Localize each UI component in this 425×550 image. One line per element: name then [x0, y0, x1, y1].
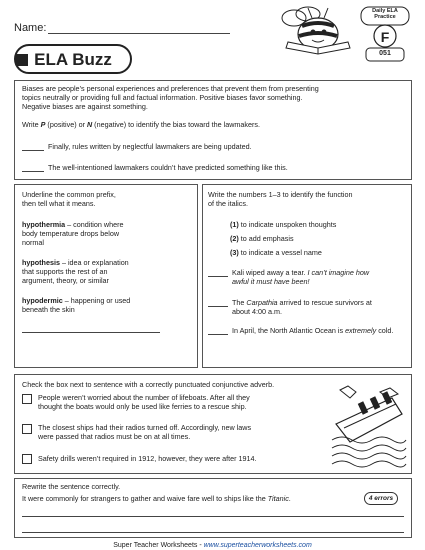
prefix-instr-1: Underline the common prefix, [22, 190, 116, 199]
bias-item-1: Finally, rules written by neglectful lawmakers are being updated. [48, 142, 252, 151]
footer-url[interactable]: www.superteacherworksheets.com [203, 542, 312, 549]
conj-option-1: People weren’t worried about the number of lifeboats. After all they [38, 393, 250, 402]
name-field[interactable] [48, 33, 230, 34]
bias-intro-3: Negative biases are against something. [22, 102, 148, 111]
prefix-word-2: hypothesis – idea or explanation [22, 258, 129, 267]
conj-option-1-l2: thought the boats would only be used like ferries to a rescue ship. [38, 402, 247, 411]
bias-intro-2: topics neutrally or providing full and factual information. Positive biases favor something. [22, 93, 303, 102]
conj-option-3: Safety drills weren’t required in 1912, however, they were after 1914. [38, 454, 257, 463]
italics-key-2: (2) to add emphasis [230, 234, 294, 243]
bias-answer-2[interactable] [22, 171, 44, 172]
bias-intro-1: Biases are people’s personal experiences and preferences that prevent them from presenting [22, 84, 319, 93]
italics-item-1-l2: awful it must have been! [232, 277, 310, 286]
rewrite-instructions: Rewrite the sentence correctly. [22, 482, 121, 491]
page-title: ELA Buzz [34, 50, 112, 69]
prefix-word-2-l3: argument, theory, or similar [22, 276, 109, 285]
italics-key-3: (3) to indicate a vessel name [230, 248, 322, 257]
italics-item-2-l2: about 4:00 a.m. [232, 307, 282, 316]
prefix-word-1: hypothermia – condition where [22, 220, 124, 229]
italics-answer-2[interactable] [208, 306, 228, 307]
rewrite-answer-line-1[interactable] [22, 516, 404, 517]
italics-instr-1: Write the numbers 1–3 to identify the function [208, 190, 353, 199]
conj-checkbox-1[interactable] [22, 394, 32, 404]
conj-checkbox-3[interactable] [22, 454, 32, 464]
rewrite-answer-line-2[interactable] [22, 532, 404, 533]
prefix-word-3-l2: beneath the skin [22, 305, 75, 314]
errors-badge: 4 errors [364, 492, 398, 505]
prefix-word-1-l3: normal [22, 238, 44, 247]
sinking-ship-icon [330, 384, 408, 470]
italics-item-2: The Carpathia arrived to rescue survivors at [232, 298, 372, 307]
italics-item-3: In April, the North Atlantic Ocean is extremely cold. [232, 326, 394, 335]
italics-key-1: (1) to indicate unspoken thoughts [230, 220, 337, 229]
conj-option-2-l2: were passed that radios must be on at all times. [38, 432, 191, 441]
badge-number: 051 [379, 50, 391, 57]
prefix-answer-line[interactable] [22, 332, 160, 333]
conj-instructions: Check the box next to sentence with a correctly punctuated conjunctive adverb. [22, 380, 275, 389]
title-banner [14, 44, 132, 74]
badge-letter: F [380, 29, 390, 45]
badge-line2: Practice [374, 14, 396, 20]
conj-option-2: The closest ships had their radios turned off. Accordingly, new laws [38, 423, 252, 432]
bias-item-2: The well-intentioned lawmakers couldn’t have predicted something like this. [48, 163, 288, 172]
prefix-word-2-l2: that supports the rest of an [22, 267, 108, 276]
italics-item-1: Kali wiped away a tear. I can’t imagine how [232, 268, 370, 277]
footer: Super Teacher Worksheets - www.superteacherworksheets.com [113, 542, 312, 549]
prefix-word-1-l2: body temperature drops below [22, 229, 120, 238]
badge-line1: Daily ELA [372, 8, 398, 14]
prefix-instr-2: then tell what it means. [22, 199, 96, 208]
name-label: Name: [14, 22, 47, 34]
conj-checkbox-2[interactable] [22, 424, 32, 434]
prefix-word-3: hypodermic – happening or used [22, 296, 131, 305]
bias-answer-1[interactable] [22, 150, 44, 151]
italics-answer-1[interactable] [208, 276, 228, 277]
bias-instructions: Write P (positive) or N (negative) to identify the bias toward the lawmakers. [22, 120, 260, 129]
italics-instr-2: of the italics. [208, 199, 248, 208]
italics-answer-3[interactable] [208, 334, 228, 335]
rewrite-sentence: It were commonly for strangers to gather and waive fare well to ships like the Titanic. [22, 494, 291, 503]
bee-reading-icon [278, 6, 358, 62]
